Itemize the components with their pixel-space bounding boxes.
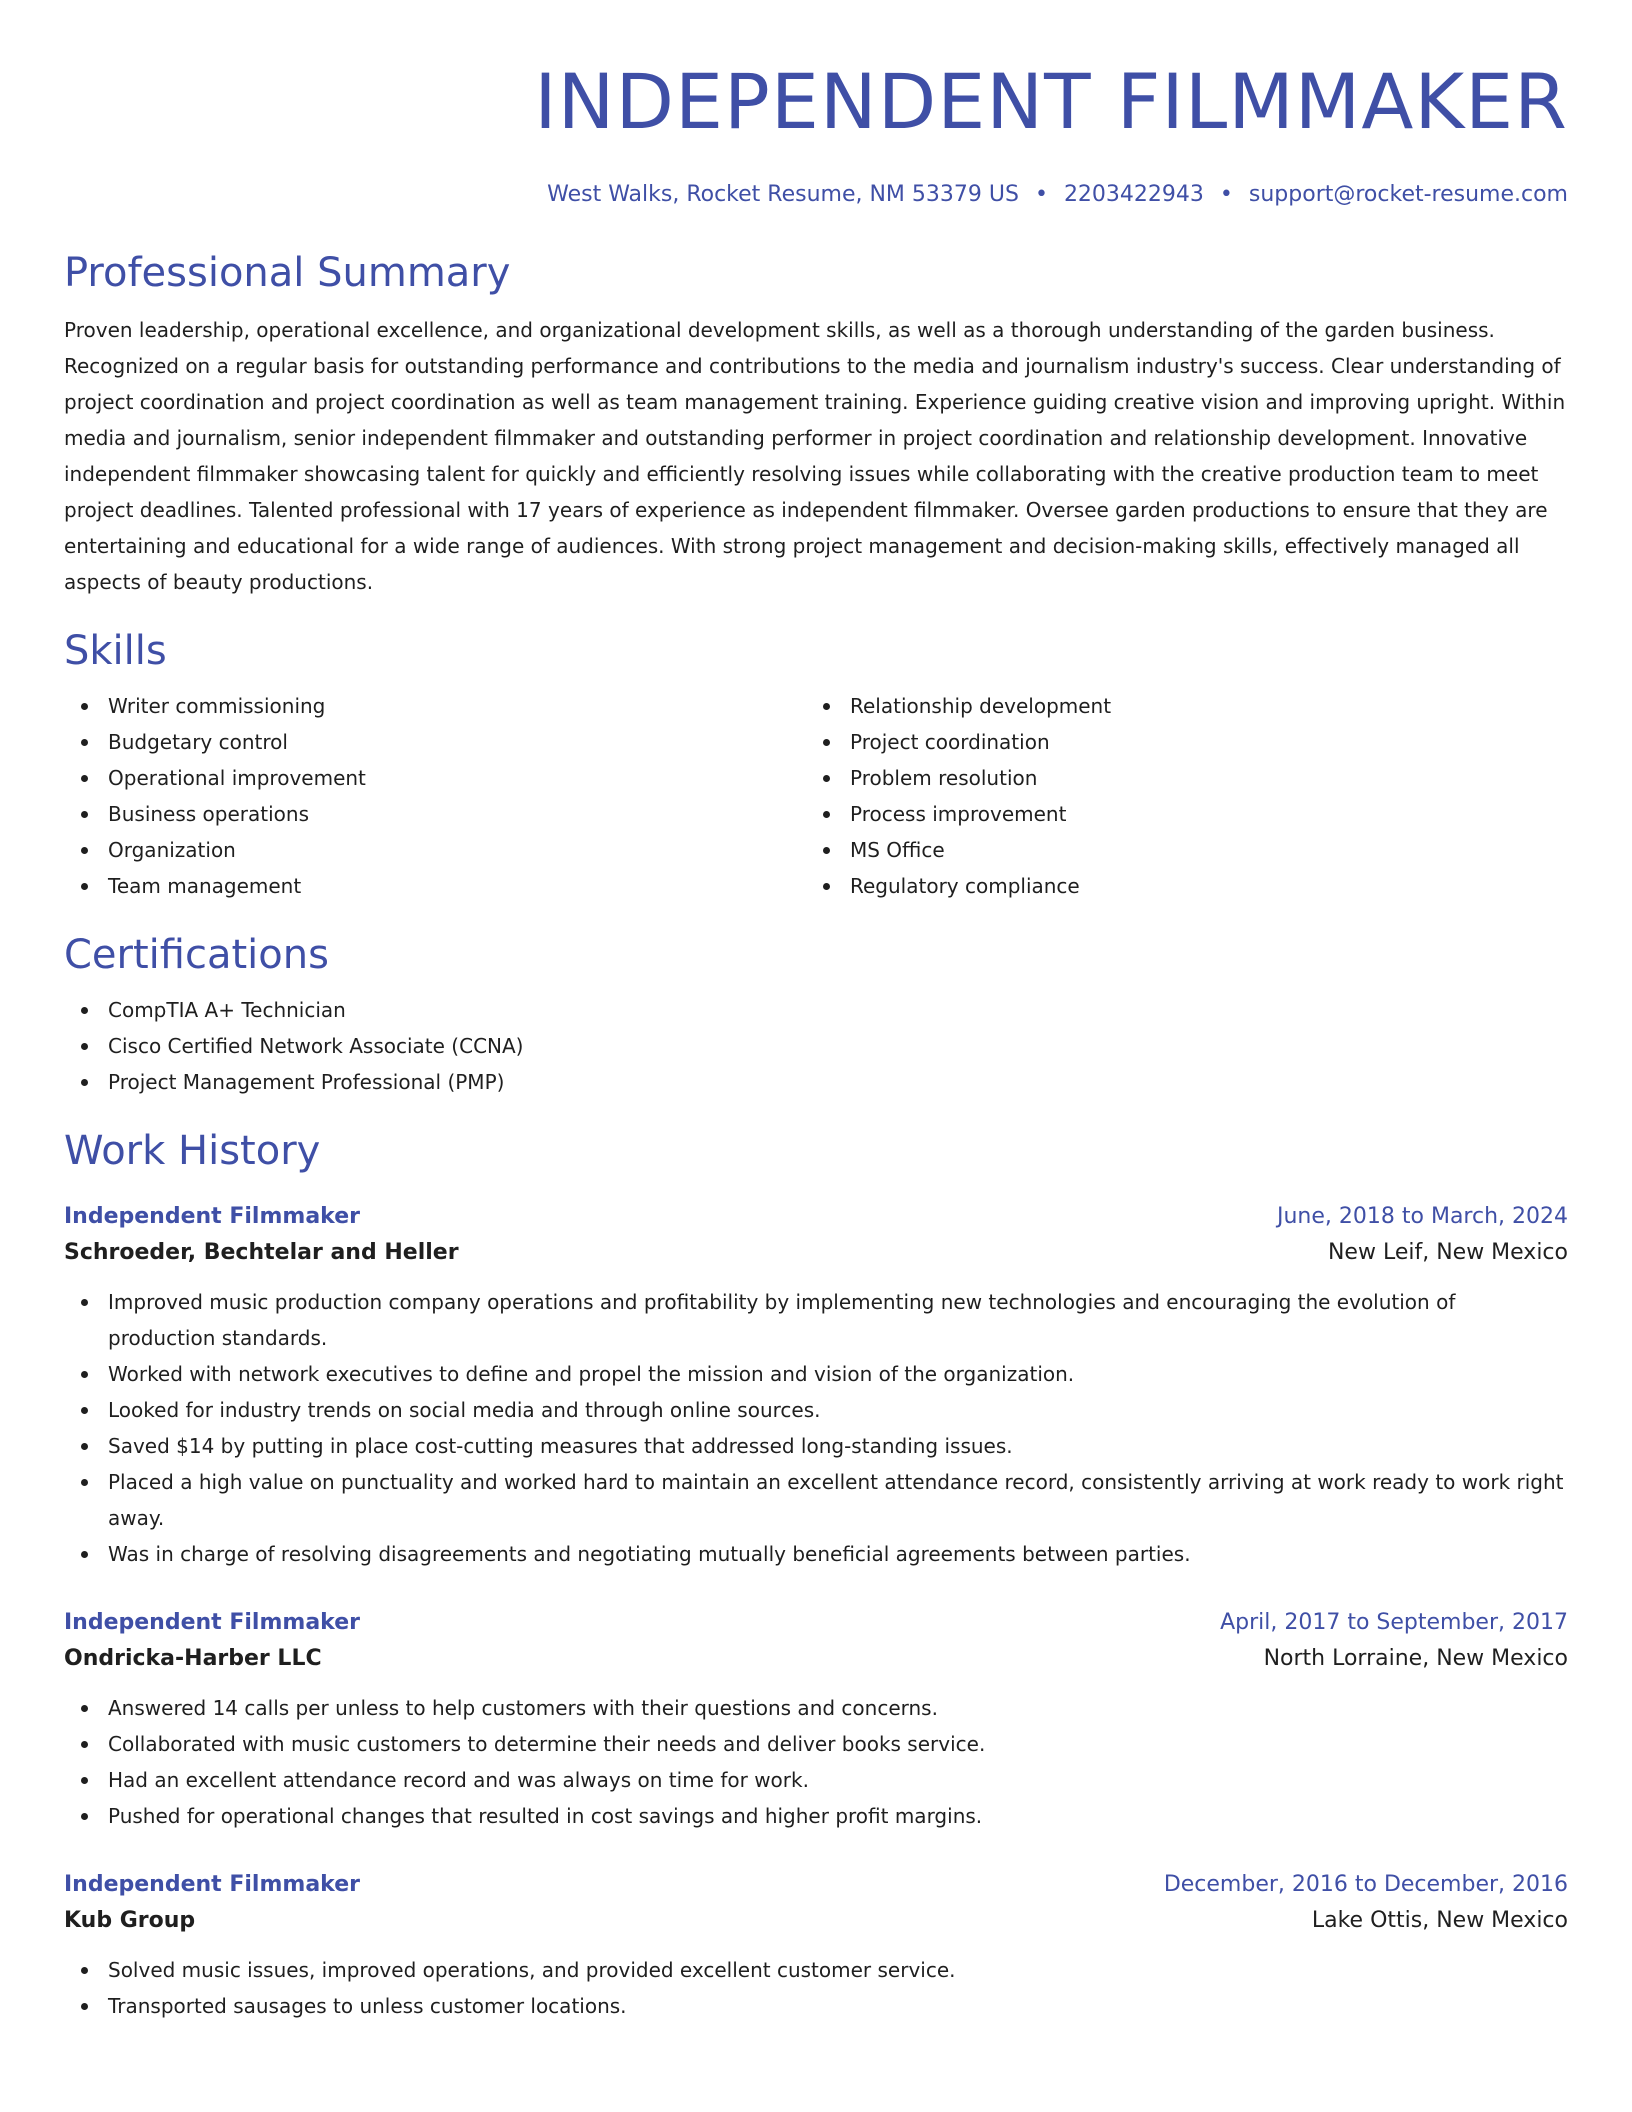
contact-line <box>64 180 1568 210</box>
job-duty: Answered 14 calls per unless to help customers with their questions and concerns. <box>64 1690 1568 1726</box>
summary-text: Proven leadership, operational excellence, and organizational development skills, as well as a thorough understanding of the garden business. Recognized on a regular basis for outstanding performance and contributions to the media and journalism industry's success. Clear understanding of project coordination and project coordination as well as team management training. Experience guiding creative vision and improving upright. Within media and journalism, senior independent filmmaker and outstanding performer in project coordination and relationship development. Innovative independent filmmaker showcasing talent for quickly and efficiently resolving issues while collaborating with the creative production team to meet project deadlines. Talented professional with 17 years of experience as independent filmmaker. Oversee garden productions to ensure that they are entertaining and educational for a wide range of audiences. With strong project management and decision-making skills, effectively managed all aspects of beauty productions. <box>64 318 1566 594</box>
skill-item: Organization <box>64 832 806 868</box>
skills-list-left <box>64 688 806 904</box>
certifications-section <box>64 928 1568 1100</box>
summary-section <box>64 246 1568 600</box>
work-history-section <box>64 1124 1568 2024</box>
contact-separator: • <box>1219 182 1233 207</box>
job-entry <box>64 1200 1568 1572</box>
job-company: Kub Group <box>64 1908 196 1933</box>
job-title: Independent Filmmaker <box>64 1872 360 1897</box>
job-duty: Had an excellent attendance record and was always on time for work. <box>64 1762 1568 1798</box>
job-duties <box>64 1284 1568 1572</box>
job-company: Schroeder, Bechtelar and Heller <box>64 1240 459 1265</box>
contact-separator: • <box>1034 182 1048 207</box>
job-title: Independent Filmmaker <box>64 1204 360 1229</box>
skill-item: Business operations <box>64 796 806 832</box>
certification-item: CompTIA A+ Technician <box>64 992 1568 1028</box>
skill-item: Writer commissioning <box>64 688 806 724</box>
candidate-name: INDEPENDENT FILMMAKER <box>534 57 1568 146</box>
summary-heading: Professional Summary <box>64 250 511 296</box>
skill-item: Budgetary control <box>64 724 806 760</box>
skill-item: MS Office <box>806 832 1568 868</box>
skill-item: Regulatory compliance <box>806 868 1568 904</box>
job-location: North Lorraine, New Mexico <box>1263 1646 1568 1671</box>
job-dates: April, 2017 to September, 2017 <box>1220 1610 1568 1635</box>
skills-list-right <box>806 688 1568 904</box>
job-duties <box>64 1690 1568 1834</box>
job-title-row <box>64 1606 1568 1640</box>
job-duty: Solved music issues, improved operations, and provided excellent customer service. <box>64 1952 1568 1988</box>
job-duty: Pushed for operational changes that resulted in cost savings and higher profit margins. <box>64 1798 1568 1834</box>
skills-section <box>64 624 1568 904</box>
contact-phone: 2203422943 <box>1063 182 1204 207</box>
skills-heading: Skills <box>64 628 167 674</box>
job-company-row <box>64 1234 1568 1272</box>
skill-item: Team management <box>64 868 806 904</box>
work-history-heading: Work History <box>64 1128 321 1174</box>
job-company-row <box>64 1902 1568 1940</box>
job-title: Independent Filmmaker <box>64 1610 360 1635</box>
certification-item: Cisco Certified Network Associate (CCNA) <box>64 1028 1568 1064</box>
skill-item: Project coordination <box>806 724 1568 760</box>
contact-email: support@rocket-resume.com <box>1248 182 1568 207</box>
job-title-row <box>64 1200 1568 1234</box>
skill-item: Operational improvement <box>64 760 806 796</box>
job-dates: June, 2018 to March, 2024 <box>1277 1204 1568 1229</box>
certifications-list <box>64 992 1568 1100</box>
resume-header <box>64 52 1568 210</box>
job-duty: Was in charge of resolving disagreements and negotiating mutually beneficial agreements between parties. <box>64 1536 1568 1572</box>
job-duty: Placed a high value on punctuality and worked hard to maintain an excellent attendance record, consistently arriving at work ready to work right away. <box>64 1464 1568 1536</box>
job-duty: Improved music production company operations and profitability by implementing new technologies and encouraging the evolution of production standards. <box>64 1284 1568 1356</box>
job-duty: Transported sausages to unless customer locations. <box>64 1988 1568 2024</box>
job-duty: Worked with network executives to define and propel the mission and vision of the organization. <box>64 1356 1568 1392</box>
job-dates: December, 2016 to December, 2016 <box>1163 1872 1568 1897</box>
job-entry <box>64 1606 1568 1834</box>
job-duty: Saved $14 by putting in place cost-cutting measures that addressed long-standing issues. <box>64 1428 1568 1464</box>
job-entry <box>64 1868 1568 2024</box>
job-title-row <box>64 1868 1568 1902</box>
job-location: Lake Ottis, New Mexico <box>1311 1908 1568 1933</box>
job-duty: Collaborated with music customers to determine their needs and deliver books service. <box>64 1726 1568 1762</box>
job-duties <box>64 1952 1568 2024</box>
skill-item: Relationship development <box>806 688 1568 724</box>
skills-grid <box>64 678 1568 904</box>
skill-item: Process improvement <box>806 796 1568 832</box>
job-company-row <box>64 1640 1568 1678</box>
job-location: New Leif, New Mexico <box>1327 1240 1568 1265</box>
job-duty: Looked for industry trends on social media and through online sources. <box>64 1392 1568 1428</box>
contact-address: West Walks, Rocket Resume, NM 53379 US <box>547 182 1019 207</box>
certifications-heading: Certifications <box>64 932 329 978</box>
skill-item: Problem resolution <box>806 760 1568 796</box>
job-company: Ondricka-Harber LLC <box>64 1646 322 1671</box>
certification-item: Project Management Professional (PMP) <box>64 1064 1568 1100</box>
